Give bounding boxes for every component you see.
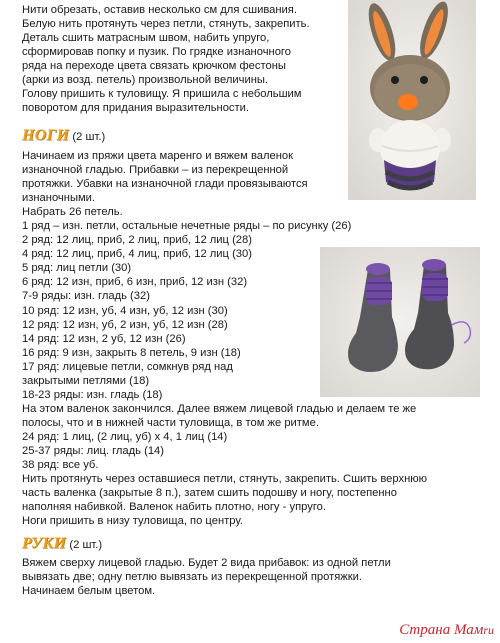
text-line: (арки из возд. петель) произвольной величины. bbox=[22, 74, 269, 87]
text-line: сформировав попку и пузик. По грядке изнаночного bbox=[22, 46, 291, 59]
text-line: Ноги пришить в низу туловища, по центру. bbox=[22, 515, 243, 528]
arms-heading-count: (2 шт.) bbox=[66, 539, 103, 551]
text-line: поворотом для придания выразительности. bbox=[22, 102, 249, 115]
text-line: 5 ряд: лиц петли (30) bbox=[22, 262, 132, 275]
text-line: 12 ряд: 12 изн, уб, 2 изн, уб, 12 изн (28) bbox=[22, 318, 228, 331]
arms-heading-title: РУКИ bbox=[22, 535, 67, 552]
text-line: 18-23 ряды: изн. гладь (18) bbox=[22, 388, 163, 401]
text-line: Деталь сшить матрасным швом, набить упруго, bbox=[22, 32, 270, 45]
text-line: наполняя набивкой. Валенок набить плотно, ногу - упруго. bbox=[22, 501, 326, 514]
watermark-main: Страна Мам bbox=[399, 622, 484, 638]
text-line: 2 ряд: 12 лиц, приб, 2 лиц, приб, 12 лиц (28) bbox=[22, 234, 252, 247]
text-line: Вяжем сверху лицевой гладью. Будет 2 вида прибавок: из одной петли bbox=[22, 557, 391, 569]
text-line: 17 ряд: лицевые петли, сомкнув ряд над bbox=[22, 360, 233, 373]
text-line: 16 ряд: 9 изн, закрыть 8 петель, 9 изн (18) bbox=[22, 346, 241, 359]
legs-heading-count: (2 шт.) bbox=[69, 131, 106, 143]
text-line: изнаночными. bbox=[22, 192, 96, 205]
text-line: Нить протянуть через оставшиеся петли, стянуть, закрепить. Сшить верхнюю bbox=[22, 473, 428, 486]
text-line: закрытыми петлями (18) bbox=[22, 374, 150, 387]
text-line: Начинаем белым цветом. bbox=[22, 585, 156, 598]
text-line: Белую нить протянуть через петли, стянуть, закрепить. bbox=[22, 18, 310, 31]
text-line: 25-37 ряды: лиц. гладь (14) bbox=[22, 444, 165, 457]
watermark-sub: ru bbox=[483, 623, 494, 637]
text-line: полосы, что и в нижней части туловища, в том же ритме. bbox=[22, 416, 319, 429]
intro-paragraph bbox=[22, 3, 310, 115]
text-line: 6 ряд: 12 изн, приб, 6 изн, приб, 12 изн (32) bbox=[22, 276, 248, 289]
arms-section-heading bbox=[22, 535, 102, 553]
text-line: Начинаем из пряжи цвета маренго и вяжем валенок bbox=[22, 150, 294, 162]
legs-heading-title: НОГИ bbox=[22, 127, 70, 144]
text-line: 4 ряд: 12 лиц, приб, 4 лиц, приб, 12 лиц (30) bbox=[22, 248, 252, 261]
text-line: протяжки. Убавки на изнаночной глади провязываются bbox=[22, 178, 308, 191]
felt-boots-photo bbox=[320, 247, 480, 397]
text-line: 38 ряд: все уб. bbox=[22, 459, 99, 472]
text-line: Набрать 26 петель. bbox=[22, 206, 123, 219]
text-line: 14 ряд: 12 изн, 2 уб, 12 изн (26) bbox=[22, 332, 186, 345]
text-line: 10 ряд: 12 изн, уб, 4 изн, уб, 12 изн (30) bbox=[22, 304, 228, 317]
text-line: Голову пришить к туловищу. Я пришила с небольшим bbox=[22, 88, 302, 101]
felt-boots-image bbox=[320, 247, 480, 397]
arms-instructions bbox=[22, 556, 391, 598]
text-line: часть валенка (закрытые 8 п.), затем сшить подошву и ногу, постепенно bbox=[22, 487, 397, 500]
text-line: 24 ряд: 1 лиц, (2 лиц, уб) х 4, 1 лиц (14) bbox=[22, 430, 228, 443]
legs-section-heading bbox=[22, 127, 105, 145]
text-line: 1 ряд – изн. петли, остальные нечетные ряды – по рисунку (26) bbox=[22, 220, 352, 233]
text-line: изнаночной гладью. Прибавки – из перекрещенной bbox=[22, 164, 289, 177]
text-line: На этом валенок закончился. Далее вяжем лицевой гладью и делаем те же bbox=[22, 402, 417, 415]
site-watermark bbox=[399, 622, 494, 639]
text-line: Нити обрезать, оставив несколько см для сшивания. bbox=[22, 4, 297, 16]
text-line: 7-9 ряды: изн. гладь (32) bbox=[22, 290, 150, 303]
text-line: ряда на переходе цвета связать крючком фестоны bbox=[22, 60, 286, 73]
text-line: вывязать две; одну петлю вывязать из перекрещенной протяжки. bbox=[22, 571, 362, 584]
